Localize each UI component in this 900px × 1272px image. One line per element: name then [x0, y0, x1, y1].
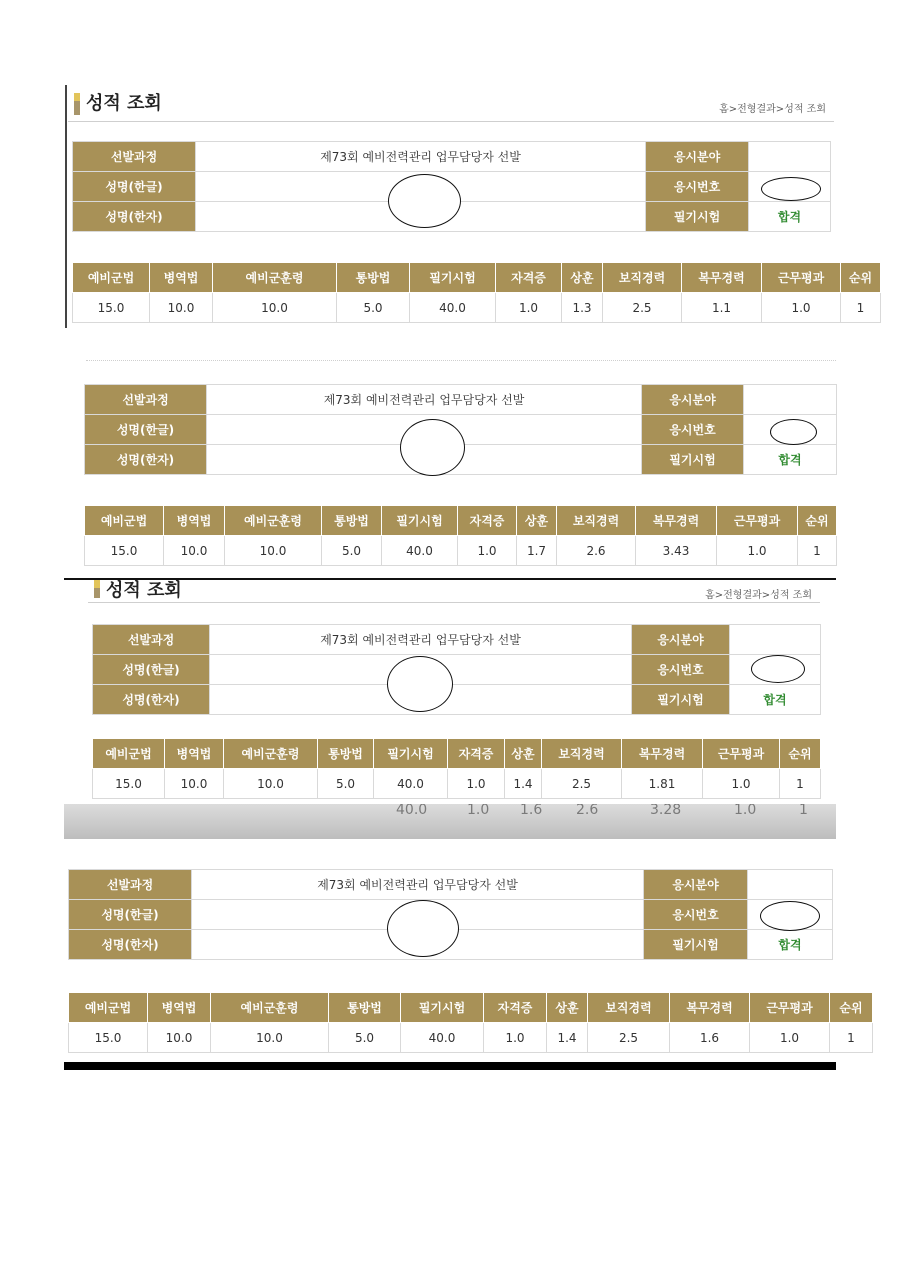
score-header-cell: 자격증 — [448, 739, 505, 769]
score-header-cell: 순위 — [841, 263, 881, 293]
label-course: 선발과정 — [73, 142, 196, 172]
score-header-cell: 복무경력 — [636, 506, 717, 536]
score-header-cell: 근무평과 — [750, 993, 830, 1023]
score-header-cell: 필기시험 — [382, 506, 458, 536]
score-cell: 40.0 — [401, 1023, 484, 1053]
score-cell: 15.0 — [85, 536, 164, 566]
title-bar-icon — [94, 580, 100, 598]
page-title: 성적 조회 — [86, 93, 162, 114]
score-cell: 1.4 — [547, 1023, 588, 1053]
obscured-score-row — [64, 804, 836, 839]
course-value: 제73회 예비전력관리 업무담당자 선발 — [210, 625, 632, 655]
score-header-cell: 근무평과 — [717, 506, 798, 536]
written-exam-result: 합격 — [748, 930, 833, 960]
page-header — [68, 85, 834, 122]
score-cell: 1 — [780, 769, 821, 799]
score-header-cell: 필기시험 — [374, 739, 448, 769]
redaction-oval — [388, 174, 461, 228]
table-row — [69, 1023, 873, 1053]
score-table — [92, 738, 821, 799]
score-header-cell: 통방법 — [337, 263, 410, 293]
label-course: 선발과정 — [69, 870, 192, 900]
label-course: 선발과정 — [93, 625, 210, 655]
ghost-cell: 3.28 — [650, 804, 682, 818]
score-header-cell: 예비군법 — [69, 993, 148, 1023]
table-row — [73, 293, 881, 323]
redaction-oval — [770, 419, 817, 445]
score-header-cell: 상훈 — [505, 739, 542, 769]
title-bar-icon — [74, 93, 80, 115]
ghost-cell: 1.6 — [520, 804, 543, 818]
score-cell: 10.0 — [150, 293, 213, 323]
label-name-korean: 성명(한글) — [85, 415, 207, 445]
field-value — [748, 870, 833, 900]
score-header-cell: 통방법 — [322, 506, 382, 536]
score-header-cell: 필기시험 — [401, 993, 484, 1023]
score-cell: 2.5 — [603, 293, 682, 323]
score-cell: 1.0 — [484, 1023, 547, 1053]
written-exam-result: 합격 — [749, 202, 831, 232]
score-cell: 10.0 — [211, 1023, 329, 1053]
label-name-hanja: 성명(한자) — [85, 445, 207, 475]
label-written-exam: 필기시험 — [632, 685, 730, 715]
score-cell: 40.0 — [374, 769, 448, 799]
redaction-oval — [387, 900, 459, 957]
score-header-cell: 근무평과 — [762, 263, 841, 293]
score-cell: 2.5 — [542, 769, 622, 799]
breadcrumb: 홈>전형결과>성적 조회 — [705, 590, 812, 601]
label-exam-number: 응시번호 — [644, 900, 748, 930]
score-table — [72, 262, 881, 323]
score-cell: 2.6 — [557, 536, 636, 566]
label-written-exam: 필기시험 — [644, 930, 748, 960]
score-header-cell: 자격증 — [458, 506, 517, 536]
score-header-cell: 복무경력 — [670, 993, 750, 1023]
score-header-cell: 병역법 — [148, 993, 211, 1023]
score-header-cell: 통방법 — [318, 739, 374, 769]
score-cell: 1.0 — [458, 536, 517, 566]
score-header-cell: 근무평과 — [703, 739, 780, 769]
score-header-cell: 통방법 — [329, 993, 401, 1023]
score-header-cell: 병역법 — [164, 506, 225, 536]
score-header-cell: 예비군법 — [73, 263, 150, 293]
score-header-row — [93, 739, 821, 769]
score-cell: 10.0 — [148, 1023, 211, 1053]
field-value — [744, 385, 837, 415]
table-row — [85, 536, 837, 566]
score-cell: 10.0 — [213, 293, 337, 323]
score-cell: 1.0 — [717, 536, 798, 566]
score-header-cell: 복무경력 — [682, 263, 762, 293]
score-cell: 1.0 — [496, 293, 562, 323]
score-cell: 5.0 — [322, 536, 382, 566]
page-header — [88, 578, 820, 603]
course-value: 제73회 예비전력관리 업무담당자 선발 — [196, 142, 646, 172]
score-header-cell: 상훈 — [517, 506, 557, 536]
score-table — [68, 992, 873, 1053]
score-cell: 1 — [841, 293, 881, 323]
score-cell: 15.0 — [73, 293, 150, 323]
score-header-cell: 보직경력 — [603, 263, 682, 293]
score-header-row — [69, 993, 873, 1023]
score-cell: 1 — [798, 536, 837, 566]
ghost-cell: 1 — [799, 804, 808, 818]
score-header-row — [73, 263, 881, 293]
result-panel-3 — [88, 578, 820, 791]
redaction-oval — [760, 901, 820, 931]
redaction-oval — [751, 655, 805, 683]
score-header-cell: 예비군훈령 — [225, 506, 322, 536]
score-cell: 1.0 — [762, 293, 841, 323]
label-name-korean: 성명(한글) — [69, 900, 192, 930]
label-name-hanja: 성명(한자) — [93, 685, 210, 715]
label-exam-number: 응시번호 — [632, 655, 730, 685]
score-cell: 1.81 — [622, 769, 703, 799]
score-cell: 5.0 — [337, 293, 410, 323]
applicant-info-table — [92, 624, 821, 715]
label-field: 응시분야 — [646, 142, 749, 172]
score-header-cell: 예비군훈령 — [213, 263, 337, 293]
course-value: 제73회 예비전력관리 업무담당자 선발 — [207, 385, 642, 415]
written-exam-result: 합격 — [730, 685, 821, 715]
score-header-cell: 보직경력 — [588, 993, 670, 1023]
score-cell: 10.0 — [164, 536, 225, 566]
label-course: 선발과정 — [85, 385, 207, 415]
score-header-cell: 예비군법 — [93, 739, 165, 769]
field-value — [730, 625, 821, 655]
score-cell: 1.7 — [517, 536, 557, 566]
score-cell: 1.3 — [562, 293, 603, 323]
score-header-cell: 상훈 — [547, 993, 588, 1023]
score-header-cell: 순위 — [798, 506, 837, 536]
score-cell: 10.0 — [165, 769, 224, 799]
left-border-line — [65, 85, 67, 328]
page-title: 성적 조회 — [106, 580, 182, 601]
result-panel-1 — [68, 85, 873, 315]
score-cell: 40.0 — [382, 536, 458, 566]
score-header-cell: 보직경력 — [542, 739, 622, 769]
score-header-cell: 병역법 — [165, 739, 224, 769]
label-written-exam: 필기시험 — [642, 445, 744, 475]
written-exam-result: 합격 — [744, 445, 837, 475]
score-cell: 3.43 — [636, 536, 717, 566]
score-cell: 2.5 — [588, 1023, 670, 1053]
redaction-oval — [400, 419, 465, 476]
score-cell: 5.0 — [318, 769, 374, 799]
score-header-cell: 예비군법 — [85, 506, 164, 536]
score-header-cell: 상훈 — [562, 263, 603, 293]
table-row — [93, 769, 821, 799]
score-cell: 10.0 — [225, 536, 322, 566]
label-field: 응시분야 — [642, 385, 744, 415]
ghost-cell: 40.0 — [396, 804, 428, 818]
score-header-row — [85, 506, 837, 536]
field-value — [749, 142, 831, 172]
redaction-oval — [387, 656, 453, 712]
ghost-cell: 2.6 — [576, 804, 599, 818]
label-name-korean: 성명(한글) — [73, 172, 196, 202]
bottom-border-bar — [64, 1062, 836, 1070]
label-name-hanja: 성명(한자) — [69, 930, 192, 960]
ghost-cell: 1.0 — [467, 804, 490, 818]
score-cell: 40.0 — [410, 293, 496, 323]
score-cell: 15.0 — [93, 769, 165, 799]
score-cell: 1.0 — [750, 1023, 830, 1053]
breadcrumb: 홈>전형결과>성적 조회 — [719, 104, 826, 115]
divider-line — [86, 360, 836, 361]
score-header-cell: 예비군훈령 — [224, 739, 318, 769]
score-cell: 1 — [830, 1023, 873, 1053]
label-exam-number: 응시번호 — [646, 172, 749, 202]
score-cell: 1.1 — [682, 293, 762, 323]
score-cell: 15.0 — [69, 1023, 148, 1053]
score-header-cell: 복무경력 — [622, 739, 703, 769]
score-cell: 1.0 — [703, 769, 780, 799]
score-cell: 5.0 — [329, 1023, 401, 1053]
label-field: 응시분야 — [632, 625, 730, 655]
course-value: 제73회 예비전력관리 업무담당자 선발 — [192, 870, 644, 900]
score-table — [84, 505, 837, 566]
score-cell: 1.0 — [448, 769, 505, 799]
score-header-cell: 병역법 — [150, 263, 213, 293]
score-header-cell: 순위 — [830, 993, 873, 1023]
score-header-cell: 필기시험 — [410, 263, 496, 293]
label-exam-number: 응시번호 — [642, 415, 744, 445]
label-name-korean: 성명(한글) — [93, 655, 210, 685]
score-cell: 1.6 — [670, 1023, 750, 1053]
label-name-hanja: 성명(한자) — [73, 202, 196, 232]
score-header-cell: 자격증 — [496, 263, 562, 293]
ghost-cell: 1.0 — [734, 804, 757, 818]
score-cell: 10.0 — [224, 769, 318, 799]
score-header-cell: 예비군훈령 — [211, 993, 329, 1023]
score-header-cell: 자격증 — [484, 993, 547, 1023]
label-field: 응시분야 — [644, 870, 748, 900]
score-header-cell: 보직경력 — [557, 506, 636, 536]
label-written-exam: 필기시험 — [646, 202, 749, 232]
redaction-oval — [761, 177, 821, 201]
score-header-cell: 순위 — [780, 739, 821, 769]
score-cell: 1.4 — [505, 769, 542, 799]
